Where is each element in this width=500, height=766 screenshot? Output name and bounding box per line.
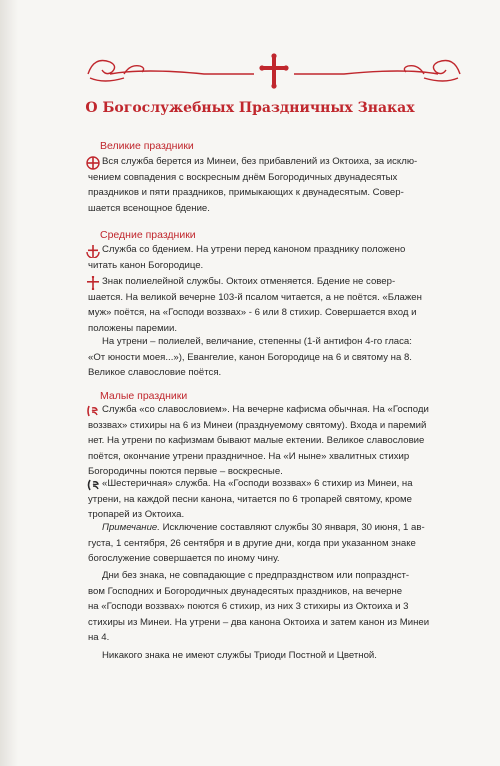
- middle-feasts-text-2: Знак полиелейной службы. Октоих отменяется. Бдение не совер- шается. На великой вечерне 103-й псалом читается, а не поётся. «Блажен муж» поётся, на «Господи воззвах» - 6 или 8 стихир. Совершается вход и положены паремии.: [88, 276, 422, 334]
- middle-feasts-text-1: Служба со бдением. На утрени перед каноном празднику положено читать канон Богородице.: [88, 244, 406, 271]
- minor-feasts-text-1: Служба «со славословием». На вечерне кафисма обычная. На «Господи воззвах» стихиры на 6 из Минеи (празднуемому святому). Входа и паремий нет. На утрени по кафизмам бывают малые ектении. Великое славословие поётся, окончание утрени праздничное. На «И ныне» хвалитных стихир Богородичны поются первые – воскресные.: [88, 404, 429, 478]
- middle-feasts-text-3: На утрени – полиелей, величание, степенны (1-й антифон 4-го гласа: «От юности моея...»), Евангелие, канон Богородице на 6 и святому на 8. Великое славословие поётся.: [88, 336, 412, 379]
- page-title: О Богослужебных Праздничных Знаках: [85, 100, 415, 116]
- minor-feasts-text-2: «Шестеричная» служба. На «Господи воззвах» 6 стихир из Минеи, на утрени, на каждой песни канона, читается по 6 тропарей святому, кроме тропарей из Октоиха.: [88, 478, 413, 521]
- cross-icon: [259, 53, 288, 88]
- heading-middle-feasts: Средние праздники: [100, 229, 196, 241]
- note-text: Примечание. Исключение составляют службы 30 января, 30 июня, 1 ав- густа, 1 сентября, 26 сентября и в другие дни, когда при указанном знаке богослужение совершается по иному чину.: [88, 522, 425, 565]
- ornament-flourish-icon: [84, 50, 464, 90]
- plain-days-text: Дни без знака, не совпадающие с предпразднством или попразднст- вом Господних и Богородичных двунадесятых праздников, на вечерне на «Господи воззвах» поются 6 стихир, из них 3 стихиры из Октоиха и 3 стихиры из Минеи. На утрени – два канона Октоиха и затем канон из Минеи на 4.: [88, 570, 430, 644]
- great-feasts-text: Вся служба берется из Минеи, без прибавлений из Октоиха, за исклю- чением совпадения с воскресным днём Богородичных двунадесятых праздников и пяти праздников, примыкающих к двунадесятым. Совер- шается всенощное бдение.: [88, 156, 418, 214]
- heading-great-feasts: Великие праздники: [100, 140, 194, 152]
- note-label: Примечание.: [102, 522, 160, 533]
- heading-minor-feasts: Малые праздники: [100, 390, 188, 402]
- triodion-text: Никакого знака не имеют службы Триоди Постной и Цветной.: [102, 650, 377, 661]
